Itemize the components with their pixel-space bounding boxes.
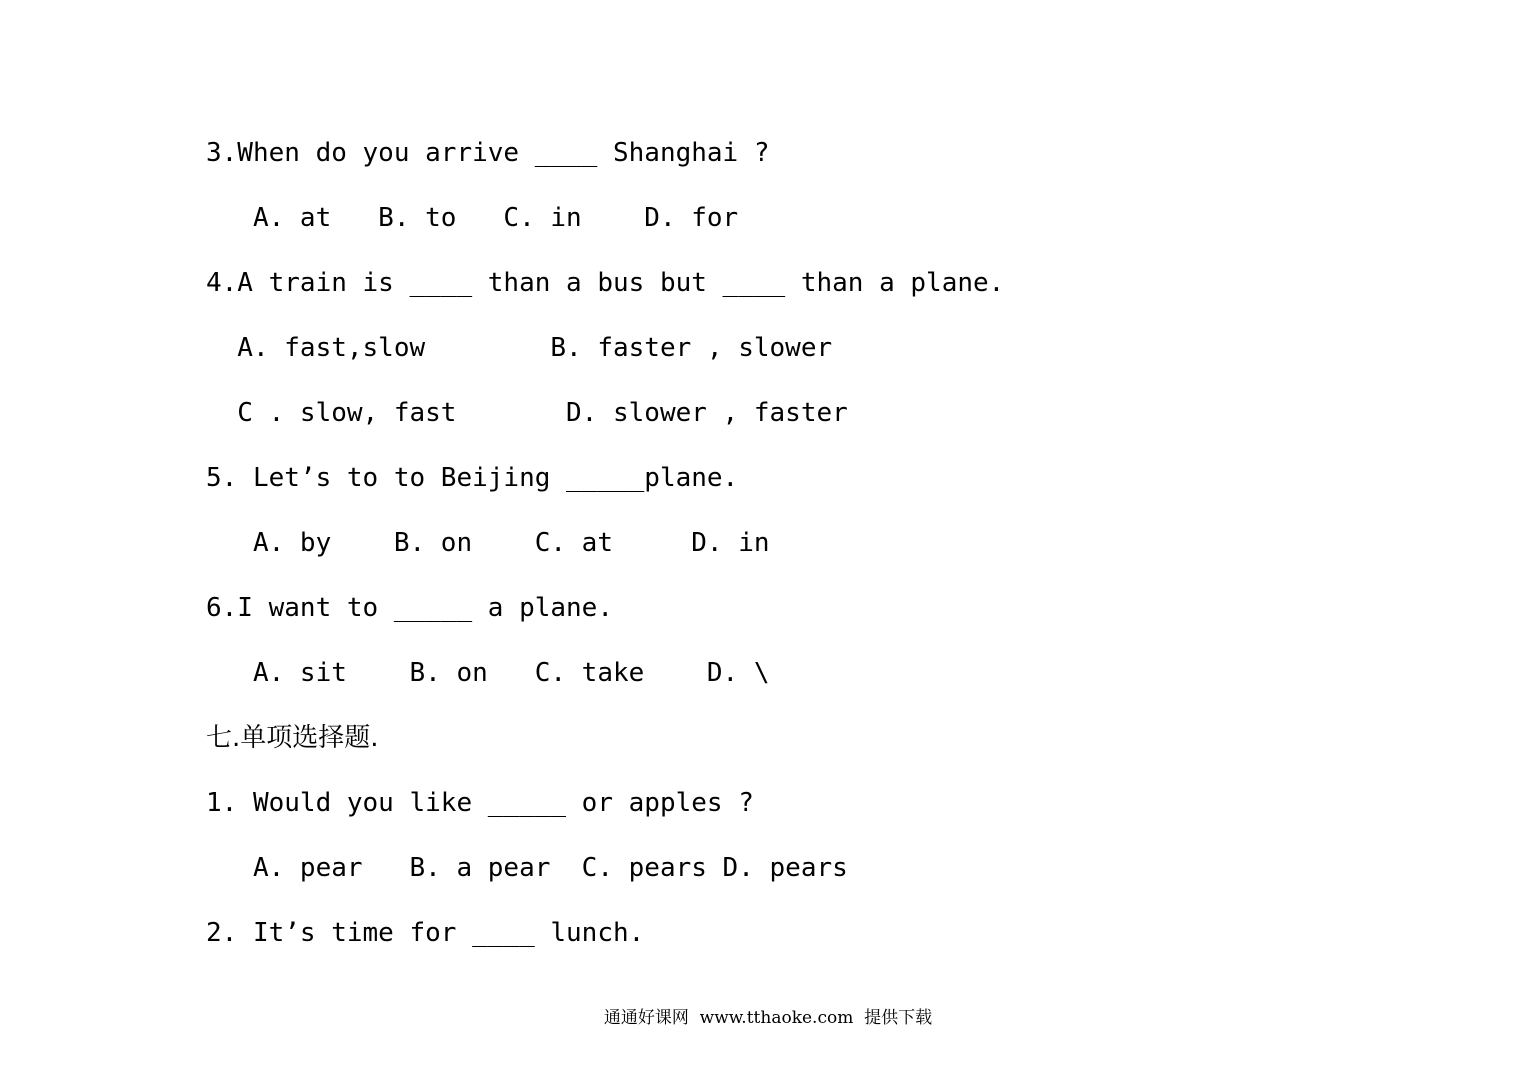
question-4-options-row1: A. fast,slow B. faster , slower <box>206 333 833 363</box>
question-6-text: 6.I want to _____ a plane. <box>206 593 613 623</box>
section7-question-1-options: A. pear B. a pear C. pears D. pears <box>206 853 848 883</box>
question-5-text: 5. Let’s to to Beijing _____plane. <box>206 463 739 493</box>
section7-question-1-text: 1. Would you like _____ or apples ? <box>206 788 754 818</box>
question-4-text: 4.A train is ____ than a bus but ____ than a plane. <box>206 268 1005 298</box>
section-heading: 七.单项选择题. <box>206 723 379 753</box>
question-4-options-row2: C . slow, fast D. slower , faster <box>206 398 848 428</box>
page-footer: 通通好课网 www.tthaoke.com 提供下载 <box>603 1008 933 1028</box>
question-5-options: A. by B. on C. at D. in <box>206 528 770 558</box>
section7-question-2-text: 2. It’s time for ____ lunch. <box>206 918 645 948</box>
question-6-options: A. sit B. on C. take D. \ <box>206 658 770 688</box>
question-3-options: A. at B. to C. in D. for <box>206 203 739 233</box>
question-3-text: 3.When do you arrive ____ Shanghai ? <box>206 138 770 168</box>
